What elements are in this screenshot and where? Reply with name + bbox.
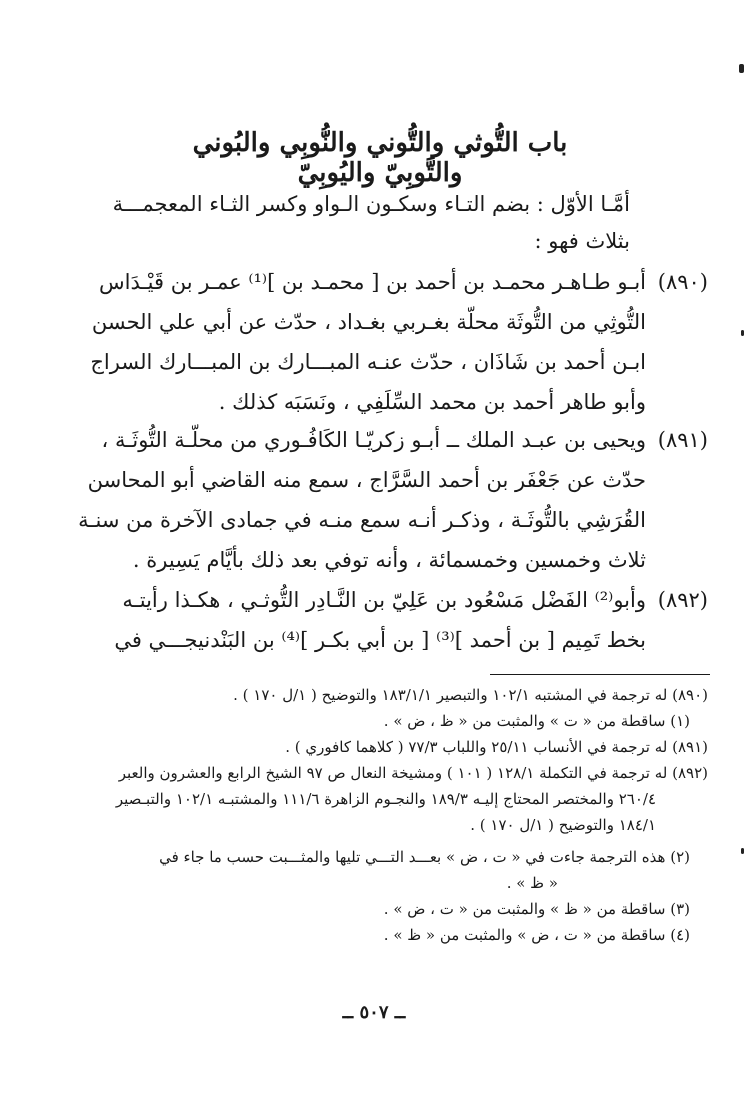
footnote-line: « ظ » . bbox=[506, 874, 558, 892]
entry-line: القُرَشِي بالتُّوثَـة ، وذكـر أنـه سمع منـه في جمادى الآخرة من سنـة bbox=[78, 508, 646, 532]
footnotes bbox=[40, 682, 708, 948]
entry-line bbox=[40, 420, 708, 460]
footnote-line: (٣) ساقطة من « ظ » والمثبت من « ت ، ض » . bbox=[383, 900, 690, 918]
entry-number: (٨٩٠) bbox=[657, 270, 708, 294]
footnote-line: (٢) هذه الترجمة جاءت في « ت ، ض » بعـــد التـــي تليها والمثـــبت حسب ما جاء في bbox=[159, 848, 690, 866]
entry-number: (٨٩١) bbox=[657, 428, 708, 452]
intro-line: أمَّـا الأوّل : بضم التـاء وسكـون الـواو وكسر الثـاء المعجمـــة bbox=[112, 192, 630, 216]
entry-text: ويحيى بن عبـد الملك ــ أبـو زكريّـا الكَافُـوري من محلّـة التُّوثَـة ، bbox=[101, 428, 646, 452]
chapter-title: باب التُّوثي والتُّوني والنُّوبِي والبُوني والتَّوبِيّ واليُوبِيّ bbox=[192, 128, 568, 188]
footnote-rule bbox=[490, 674, 710, 675]
entry-892 bbox=[40, 580, 708, 660]
footnote-line: (٨٩٢) له ترجمة في التكملة ١٢٨/١ ( ١٠١ ) ومشيخة النعال ص ٩٧ الشيخ الرابع والعشرون والعبر bbox=[118, 764, 708, 782]
intro-line: بثلاث فهو : bbox=[534, 229, 630, 253]
footnote-line: (٤) ساقطة من « ت ، ض » والمثبت من « ظ » . bbox=[383, 926, 690, 944]
entry-line bbox=[40, 580, 708, 620]
entry-line: التُّوثِي من التُّوثَة محلّة بغـربي بغـداد ، حدّث عن أبي علي الحسن bbox=[91, 310, 646, 334]
entry-line: حدّث عن جَعْفَر بن أحمد السَّرَّاج ، سمع منه القاضي أبو المحاسن bbox=[87, 468, 646, 492]
footnote-line: (٨٩١) له ترجمة في الأنساب ٢٥/١١ واللباب ٧٧/٣ ( كلاهما كافوري ) . bbox=[285, 738, 708, 756]
footnote-line: ٢٦٠/٤ والمختصر المحتاج إليـه ١٨٩/٣ والنجـوم الزاهرة ١١١/٦ والمشتبـه ١٠٢/١ والتبـصير bbox=[115, 790, 656, 808]
page-number: ــ ٥٠٧ ــ bbox=[342, 1002, 406, 1023]
entry-891 bbox=[40, 420, 708, 580]
entry-text: وأبو⁽²⁾ الفَضْل مَسْعُود بن عَلِيّ بن النَّـادِر التُّوثـي ، هكـذا رأيتـه bbox=[122, 588, 646, 612]
entry-line: وأبو طاهر أحمد بن محمد السِّلَفِي ، ونَسَبَه كذلك . bbox=[218, 390, 646, 414]
footnote-line: (١) ساقطة من « ت » والمثبت من « ظ ، ض » . bbox=[383, 712, 690, 730]
intro-paragraph bbox=[110, 186, 630, 260]
scan-mark bbox=[741, 330, 744, 336]
entry-text: أبـو طـاهـر محمـد بن أحمد بن [ محمـد بن ]⁽¹⁾ عمـر بن قَيْـدَاس bbox=[99, 270, 646, 294]
entry-line: بخط تَمِيم [ بن أحمد ]⁽³⁾ [ بن أبي بكـر ]⁽⁴⁾ بن البَنْدنيجـــي في bbox=[114, 628, 646, 652]
footnote-line: (٨٩٠) له ترجمة في المشتبه ١٠٢/١ والتبصير ١٨٣/١/١ والتوضيح ( ١/ل ١٧٠ ) . bbox=[233, 686, 708, 704]
footnote-line: ١٨٤/١ والتوضيح ( ١/ل ١٧٠ ) . bbox=[470, 816, 656, 834]
entry-number: (٨٩٢) bbox=[657, 588, 708, 612]
entry-line: ثلاث وخمسين وخمسمائة ، وأنه توفي بعد ذلك بأيَّام يَسِيرة . bbox=[132, 548, 646, 572]
entry-890 bbox=[40, 262, 708, 422]
entry-line: ابـن أحمد بن شَاذَان ، حدّث عنـه المبـــارك بن المبـــارك السراج bbox=[90, 350, 646, 374]
scan-mark bbox=[741, 848, 744, 854]
entry-line bbox=[40, 262, 708, 302]
scan-mark bbox=[739, 64, 744, 73]
